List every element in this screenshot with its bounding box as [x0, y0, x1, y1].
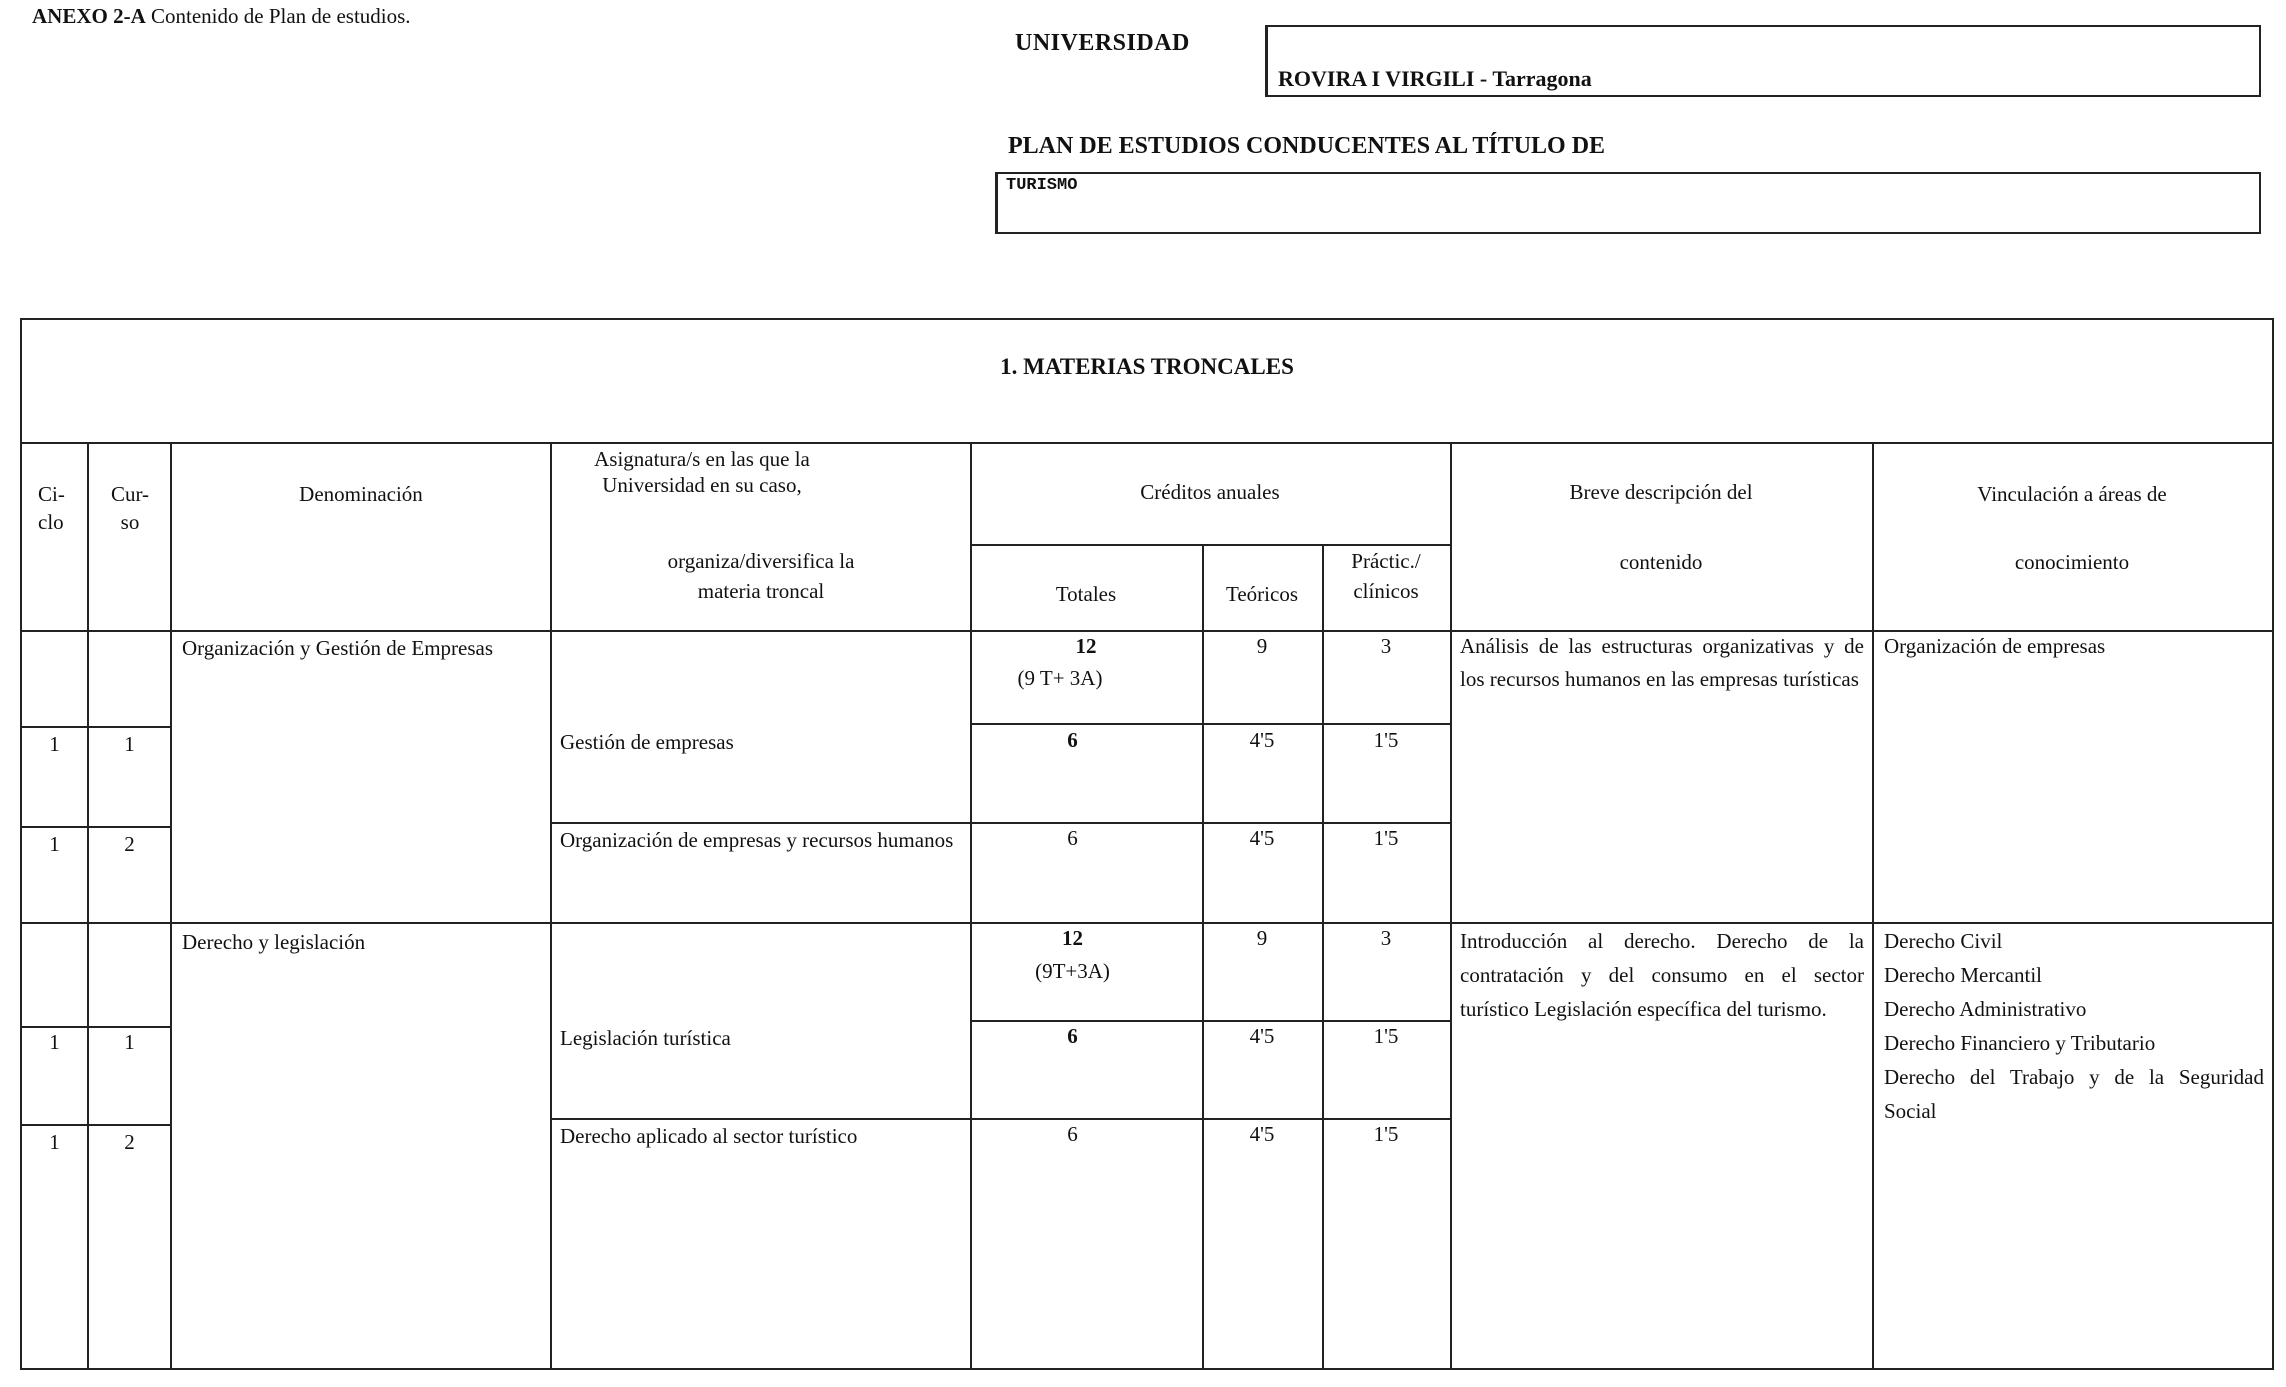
group2-total-detail: (9T+3A) — [1035, 959, 1110, 983]
vinculacion-area: Derecho Mercantil — [1884, 963, 2043, 987]
row-practicos: 1'5 — [1373, 1122, 1399, 1146]
row-total: 6 — [1067, 826, 1078, 850]
header-vinculacion-top: Vinculación a áreas de — [1977, 482, 2167, 506]
row-ciclo: 1 — [49, 832, 60, 856]
header-totales: Totales — [1055, 582, 1117, 606]
row-asignatura: Gestión de empresas — [560, 730, 734, 754]
row-teoricos: 4'5 — [1249, 1024, 1275, 1048]
header-practicos: Práctic./ clínicos — [1351, 549, 1421, 603]
section-title-divider — [20, 442, 2274, 444]
denominacion-organizacion: Organización y Gestión de Empresas — [182, 636, 494, 660]
section-title: 1. MATERIAS TRONCALES — [1000, 354, 1294, 379]
row-teoricos: 4'5 — [1249, 728, 1275, 752]
group1-teoricos: 9 — [1256, 634, 1268, 658]
group2-vinculacion — [1884, 924, 2264, 1128]
annex-title: Contenido de Plan de estudios. — [151, 4, 411, 28]
vinculacion-area: Derecho Civil — [1884, 929, 2003, 953]
denominacion-derecho: Derecho y legislación — [182, 930, 366, 954]
group1-total: 12 — [1075, 634, 1097, 658]
header-descripcion-bottom: contenido — [1619, 550, 1703, 574]
col-divider-curso — [170, 442, 172, 1368]
row-practicos: 1'5 — [1373, 1024, 1399, 1048]
col-divider-descripcion — [1872, 442, 1874, 1368]
row-practicos: 1'5 — [1373, 826, 1399, 850]
row-curso: 1 — [124, 732, 135, 756]
group1-total-detail: (9 T+ 3A) — [1017, 666, 1103, 690]
group2-descripcion: Introducción al derecho. Derecho de la contratación y del consumo en el sector turístico Legislación específica del turismo. — [1460, 929, 1864, 1021]
header-asignatura-top: Asignatura/s en las que la Universidad en su caso, — [594, 447, 810, 497]
header-denominacion: Denominación — [299, 482, 423, 506]
row-curso: 2 — [124, 832, 135, 856]
row-ciclo: 1 — [49, 732, 60, 756]
vinculacion-area: Derecho del Trabajo y de la Seguridad Social — [1884, 1065, 2264, 1123]
annex-code: ANEXO 2-A — [32, 4, 146, 28]
header-vinculacion-bottom: conocimiento — [2014, 550, 2130, 574]
row-total: 6 — [1067, 1122, 1078, 1146]
group2-teoricos: 9 — [1256, 926, 1268, 950]
vinculacion-area: Derecho Administrativo — [1884, 997, 2087, 1021]
header-creditos: Créditos anuales — [1140, 480, 1280, 504]
header-asignatura-bottom: organiza/diversifica la materia troncal — [667, 549, 855, 603]
row-asignatura: Organización de empresas y recursos humanos — [560, 828, 954, 852]
group1-descripcion: Análisis de las estructuras organizativas y de los recursos humanos en las empresas turísticas — [1460, 634, 1864, 691]
col-divider-creditos — [1450, 442, 1452, 1368]
header-ciclo: Ci- clo — [38, 482, 65, 534]
group1-vinculacion: Organización de empresas — [1884, 634, 2106, 658]
col-divider-teoricos — [1322, 544, 1324, 1368]
header-descripcion-top: Breve descripción del — [1569, 480, 1753, 504]
col-divider-totales — [1202, 544, 1204, 1368]
university-value: ROVIRA I VIRGILI - Tarragona — [1278, 66, 1592, 91]
row-asignatura: Derecho aplicado al sector turístico — [560, 1124, 858, 1148]
row-ciclo: 1 — [49, 1130, 60, 1154]
row-ciclo: 1 — [49, 1030, 60, 1054]
degree-title-value: TURISMO — [1006, 176, 1078, 195]
row-curso: 2 — [124, 1130, 135, 1154]
vinculacion-area: Derecho Financiero y Tributario — [1884, 1031, 2156, 1055]
annex-heading — [32, 4, 411, 29]
degree-title-box — [995, 172, 2261, 234]
row-total: 6 — [1067, 728, 1078, 752]
group2-total: 12 — [1062, 926, 1083, 950]
row-teoricos: 4'5 — [1249, 1122, 1275, 1146]
plan-label: PLAN DE ESTUDIOS CONDUCENTES AL TÍTULO DE — [1008, 133, 1606, 159]
university-label: UNIVERSIDAD — [1015, 30, 1190, 56]
row-teoricos: 4'5 — [1249, 826, 1275, 850]
header-curso: Cur- so — [110, 482, 150, 534]
group2-practicos: 3 — [1380, 926, 1392, 950]
row-asignatura: Legislación turística — [560, 1026, 731, 1050]
header-teoricos: Teóricos — [1225, 582, 1298, 606]
row-curso: 1 — [124, 1030, 135, 1054]
group1-practicos: 3 — [1380, 634, 1392, 658]
row-practicos: 1'5 — [1373, 728, 1399, 752]
col-divider-ciclo — [87, 442, 89, 1368]
row-total: 6 — [1067, 1024, 1078, 1048]
